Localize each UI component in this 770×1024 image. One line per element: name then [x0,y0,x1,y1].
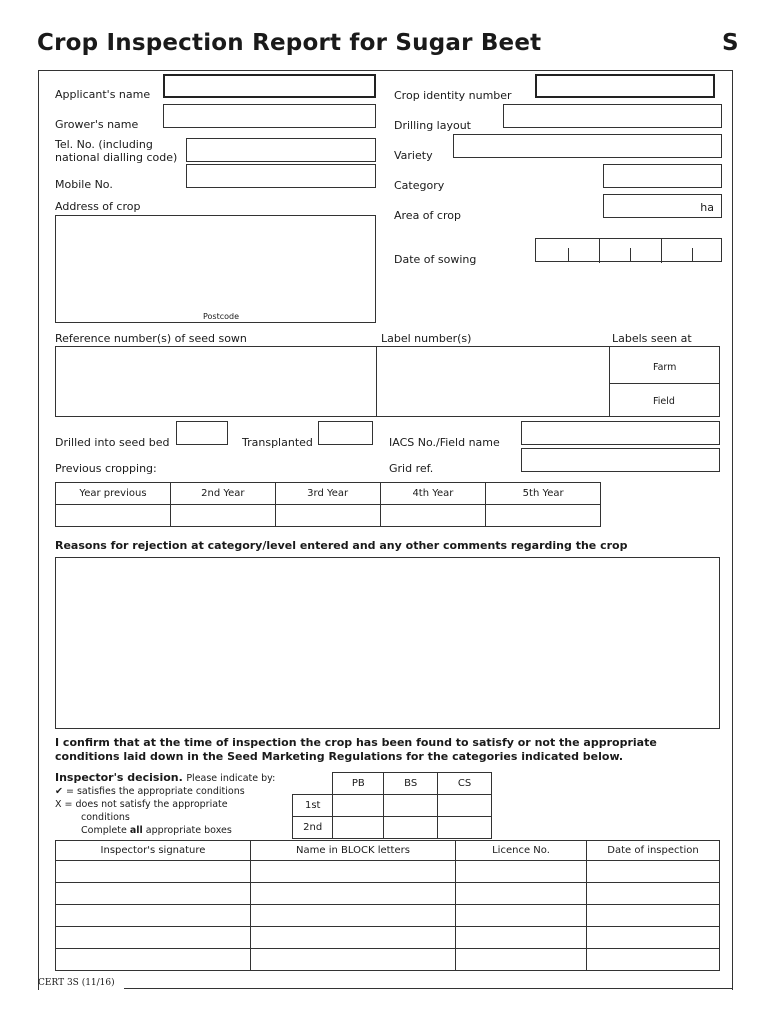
crop-col-2: 2nd Year [170,483,275,505]
decision-row-1st: 1st [293,794,333,816]
confirmation-line2: conditions laid down in the Seed Marketing Regulations for the categories indicated below. [55,750,624,763]
decision-2nd-bs[interactable] [384,816,438,838]
sig-cell[interactable] [587,927,720,949]
category-field[interactable] [603,164,722,188]
label-numbers-label: Label number(s) [381,332,472,345]
reasons-heading: Reasons for rejection at category/level entered and any other comments regarding the crop [55,539,628,552]
decision-table [292,772,492,839]
crop-cell-2[interactable] [170,505,275,527]
decision-col-bs: BS [384,773,438,795]
grid-ref-label: Grid ref. [389,462,434,475]
grid-ref-field[interactable] [521,448,720,472]
drilled-label: Drilled into seed bed [55,436,170,449]
transplanted-checkbox[interactable] [318,421,373,445]
sig-col-date: Date of inspection [587,841,720,861]
postcode-label: Postcode [203,312,240,321]
crop-identity-field[interactable] [535,74,715,98]
complete-post: appropriate boxes [142,825,232,836]
area-label: Area of crop [394,209,461,222]
variety-field[interactable] [453,134,722,158]
sig-cell[interactable] [251,861,456,883]
sig-cell[interactable] [456,905,587,927]
decision-col-pb: PB [333,773,384,795]
sig-cell[interactable] [56,927,251,949]
applicant-name-label: Applicant's name [55,88,151,101]
sig-cell[interactable] [587,905,720,927]
sig-cell[interactable] [251,883,456,905]
area-unit: ha [700,201,714,214]
confirmation-line1: I confirm that at the time of inspection the crop has been found to satisfy or not the appropriate [55,736,657,749]
form-series-letter: S [722,30,739,56]
sig-col-name: Name in BLOCK letters [251,841,456,861]
crop-cell-5[interactable] [486,505,601,527]
sig-col-licence: Licence No. [456,841,587,861]
transplanted-label: Transplanted [242,436,313,449]
reference-numbers-label: Reference number(s) of seed sown [55,332,247,345]
address-field[interactable] [55,215,376,323]
seed-reference-box[interactable] [55,346,720,417]
reasons-field[interactable] [55,557,720,729]
decision-1st-cs[interactable] [438,794,492,816]
area-field[interactable] [603,194,722,218]
applicant-name-field[interactable] [163,74,376,98]
crop-col-5: 5th Year [486,483,601,505]
decision-2nd-pb[interactable] [333,816,384,838]
decision-heading: Inspector's decision. [55,771,183,784]
sig-col-signature: Inspector's signature [56,841,251,861]
sig-cell[interactable] [456,927,587,949]
sig-cell[interactable] [56,861,251,883]
complete-all-note [81,824,232,837]
field-label[interactable]: Field [653,396,675,407]
crop-cell-4[interactable] [380,505,486,527]
iacs-label: IACS No./Field name [389,436,500,449]
crop-col-1: Year previous [56,483,171,505]
mobile-field[interactable] [186,164,376,188]
sig-cell[interactable] [587,949,720,971]
date-of-sowing-label: Date of sowing [394,253,477,266]
decision-instruction: Please indicate by: [186,773,276,784]
tel-label-line1: Tel. No. (including [55,138,153,151]
drilled-checkbox[interactable] [176,421,228,445]
farm-label[interactable]: Farm [653,362,677,373]
complete-bold: all [129,825,143,836]
crop-cell-1[interactable] [56,505,171,527]
tel-label-line2: national dialling code) [55,151,178,164]
labels-seen-at-label: Labels seen at [612,332,692,345]
grower-name-label: Grower's name [55,118,139,131]
footer-rule [124,988,733,989]
decision-2nd-cs[interactable] [438,816,492,838]
date-of-sowing-field[interactable] [535,238,722,262]
previous-cropping-label: Previous cropping: [55,462,157,475]
sig-cell[interactable] [456,861,587,883]
cross-legend-line1: X = does not satisfy the appropriate [55,799,228,810]
crop-cell-3[interactable] [275,505,380,527]
drilling-layout-field[interactable] [503,104,722,128]
tick-legend: ✔ = satisfies the appropriate conditions [55,786,245,797]
decision-row-2nd: 2nd [293,816,333,838]
tel-field[interactable] [186,138,376,162]
crop-identity-label: Crop identity number [394,89,512,102]
crop-col-4: 4th Year [380,483,486,505]
previous-cropping-table [55,482,601,527]
decision-col-cs: CS [438,773,492,795]
signature-table [55,840,720,971]
grower-name-field[interactable] [163,104,376,128]
sig-cell[interactable] [587,883,720,905]
sig-cell[interactable] [56,905,251,927]
cross-legend-line2: conditions [81,812,130,823]
variety-label: Variety [394,149,433,162]
address-label: Address of crop [55,200,141,213]
decision-1st-pb[interactable] [333,794,384,816]
sig-cell[interactable] [251,949,456,971]
page-title: Crop Inspection Report for Sugar Beet [37,30,542,56]
sig-cell[interactable] [251,927,456,949]
drilling-layout-label: Drilling layout [394,119,471,132]
sig-cell[interactable] [456,883,587,905]
category-label: Category [394,179,445,192]
decision-1st-bs[interactable] [384,794,438,816]
mobile-label: Mobile No. [55,178,113,191]
complete-pre: Complete [81,825,130,836]
iacs-field[interactable] [521,421,720,445]
sig-cell[interactable] [56,949,251,971]
sig-cell[interactable] [456,949,587,971]
sig-cell[interactable] [56,883,251,905]
form-code: CERT 3S (11/16) [38,978,115,988]
crop-col-3: 3rd Year [275,483,380,505]
sig-cell[interactable] [587,861,720,883]
sig-cell[interactable] [251,905,456,927]
decision-heading-line [55,771,275,785]
